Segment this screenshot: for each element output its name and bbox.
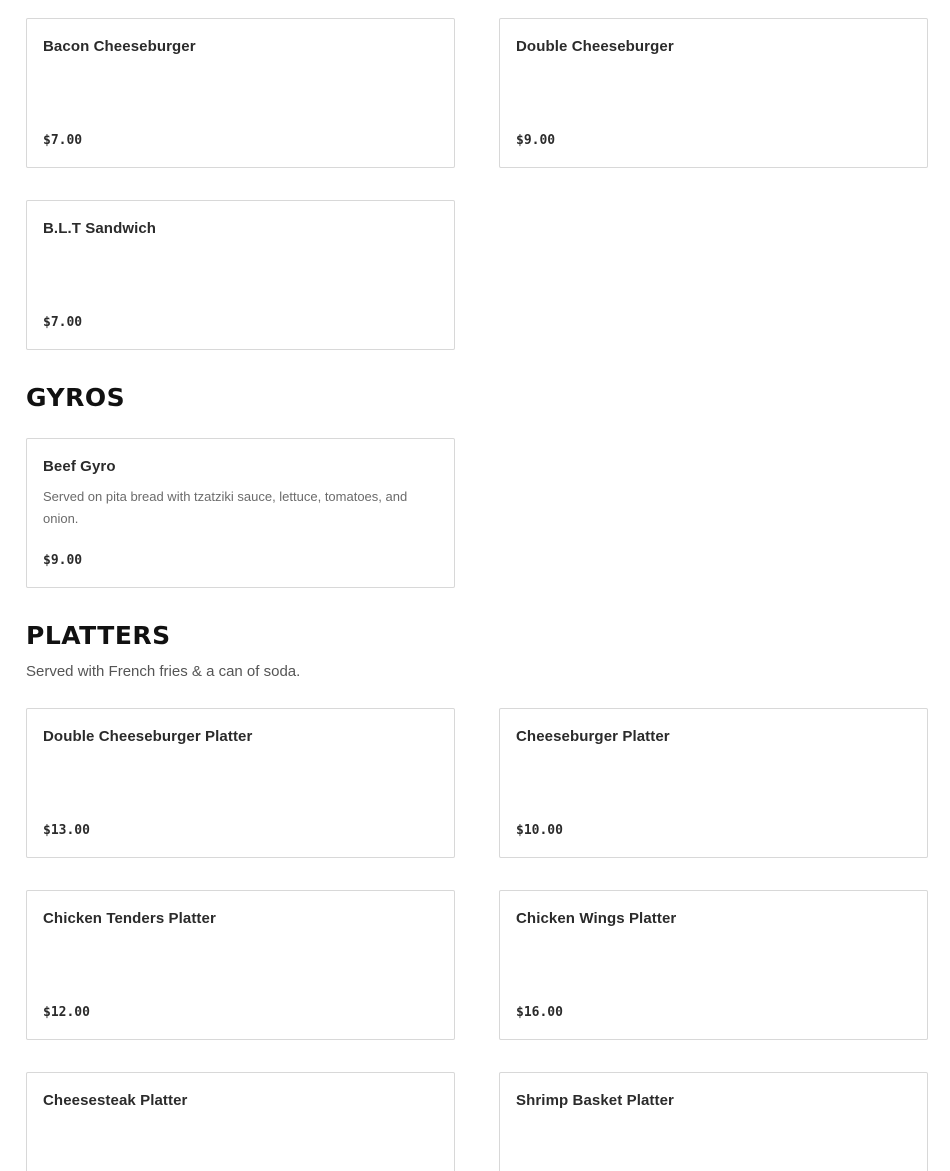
item-price: $16.00 — [516, 1005, 563, 1020]
menu-item-card[interactable] — [499, 1072, 928, 1171]
section-subtitle: Served with French fries & a can of soda. — [26, 663, 301, 680]
menu-item-card[interactable] — [499, 708, 928, 858]
item-name: Chicken Tenders Platter — [43, 910, 216, 927]
item-price: $13.00 — [43, 823, 90, 838]
item-price: $10.00 — [516, 823, 563, 838]
section-title-gyros: GYROS — [26, 383, 126, 412]
menu-item-card[interactable] — [26, 1072, 455, 1171]
item-name: Bacon Cheeseburger — [43, 38, 196, 55]
item-name: B.L.T Sandwich — [43, 220, 157, 237]
menu-item-card[interactable] — [26, 438, 455, 588]
item-name: Double Cheeseburger — [516, 38, 674, 55]
item-name: Double Cheeseburger Platter — [43, 728, 253, 745]
menu-item-card[interactable] — [26, 890, 455, 1040]
item-name: Beef Gyro — [43, 458, 116, 475]
menu-item-card[interactable] — [499, 890, 928, 1040]
item-name: Shrimp Basket Platter — [516, 1092, 674, 1109]
item-description: Served on pita bread with tzatziki sauce, lettuce, tomatoes, and onion. — [43, 489, 408, 526]
menu-item-card[interactable] — [26, 708, 455, 858]
item-name: Chicken Wings Platter — [516, 910, 677, 927]
section-title-platters: PLATTERS — [26, 621, 171, 650]
item-name: Cheeseburger Platter — [516, 728, 670, 745]
item-name: Cheesesteak Platter — [43, 1092, 188, 1109]
menu-item-card[interactable] — [26, 18, 455, 168]
item-price: $7.00 — [43, 315, 83, 330]
item-price: $9.00 — [43, 553, 83, 568]
menu-item-card[interactable] — [26, 200, 455, 350]
item-price: $7.00 — [43, 133, 83, 148]
menu-item-card[interactable] — [499, 18, 928, 168]
item-price: $12.00 — [43, 1005, 90, 1020]
item-price: $9.00 — [516, 133, 556, 148]
